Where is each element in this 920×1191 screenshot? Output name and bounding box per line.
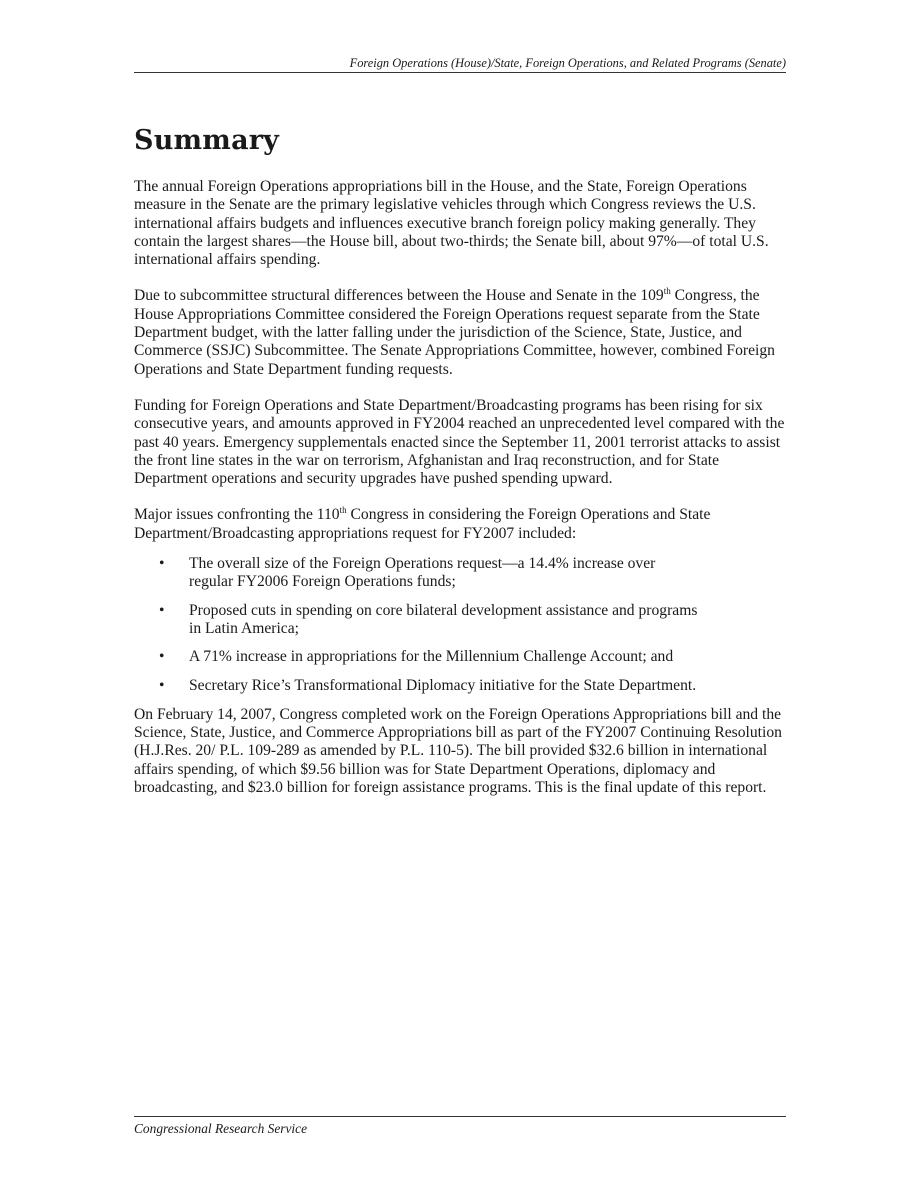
paragraph-text: Due to subcommittee structural differences between the House and Senate in the 109: [134, 287, 664, 305]
running-footer: Congressional Research Service: [134, 1121, 308, 1136]
list-item: [134, 602, 789, 639]
bullet-mark: •: [159, 601, 165, 619]
list-item: [134, 648, 789, 666]
paragraph-text: Congress in considering the Foreign Operations and State Department/Broadcasting appropriations request for FY2007 included:: [134, 506, 711, 542]
list-item-line: Proposed cuts in spending on core bilateral development assistance and programs: [189, 601, 698, 619]
bullet-mark: •: [159, 676, 165, 694]
bullet-mark: •: [159, 555, 165, 573]
header-rule: [134, 72, 786, 73]
issues-list: [134, 555, 789, 695]
ordinal-suffix: th: [339, 505, 347, 516]
list-item-text: [189, 648, 789, 666]
footer-rule: [134, 1116, 786, 1117]
paragraph-funding-trends: Funding for Foreign Operations and State Department/Broadcasting programs has been rising for six consecutive years, and amounts approved in FY2004 reached an unprecedented level compared with the past 40 years. Emergency supplementals enacted since the September 11, 2001 terrorist attacks to assist the front line states in the war on terrorism, Afghanistan and Iraq reconstruction, and for State Department operations and security upgrades have pushed spending upward.: [134, 396, 785, 488]
paragraph-text: Congress, the House Appropriations Committee considered the Foreign Operations request separate from the State Department budget, with the latter falling under the jurisdiction of the Science, State, Justice, and Commerce (SSJC) Subcommittee. The Senate Appropriations Committee, however, combined Foreign Operations and State Department funding requests.: [134, 287, 775, 378]
list-item-line: in Latin America;: [189, 619, 299, 637]
list-item-text: [189, 677, 789, 695]
paragraph-overview: The annual Foreign Operations appropriations bill in the House, and the State, Foreign Operations measure in the Senate are the primary legislative vehicles through which Congress reviews the U.S. international affairs budgets and influences executive branch foreign policy making generally. They contain the largest shares—the House bill, about two-thirds; the Senate bill, about 97%—of total U.S. international affairs spending.: [134, 178, 769, 269]
list-item-line: A 71% increase in appropriations for the Millennium Challenge Account; and: [189, 648, 674, 666]
section-heading: Summary: [134, 125, 280, 156]
bullet-mark: •: [159, 648, 165, 666]
paragraph-text: Major issues confronting the 110: [134, 506, 340, 524]
list-item-line: regular FY2006 Foreign Operations funds;: [189, 573, 456, 591]
paragraph-subcommittee-structure: [134, 287, 789, 378]
list-item-line: The overall size of the Foreign Operations request—a 14.4% increase over: [189, 555, 656, 573]
list-item-text: [189, 555, 789, 592]
list-item: [134, 555, 789, 592]
list-item: [134, 677, 789, 695]
summary-section: [134, 122, 789, 815]
paragraph-major-issues: [134, 506, 789, 543]
running-header: Foreign Operations (House)/State, Foreign Operations, and Related Programs (Senate): [349, 56, 786, 70]
list-item-line: Secretary Rice’s Transformational Diplomacy initiative for the State Department.: [189, 676, 697, 694]
paragraph-final-update: On February 14, 2007, Congress completed work on the Foreign Operations Appropriations bill and the Science, State, Justice, and Commerce Appropriations bill as part of the FY2007 Continuing Resolution (H.J.Res. 20/ P.L. 109-289 as amended by P.L. 110-5). The bill provided $32.6 billion in international affairs spending, of which $9.56 billion was for State Department Operations, diplomacy and broadcasting, and $23.0 billion for foreign assistance programs. This is the final update of this report.: [134, 705, 782, 797]
ordinal-suffix: th: [663, 286, 671, 297]
list-item-text: [189, 602, 789, 639]
